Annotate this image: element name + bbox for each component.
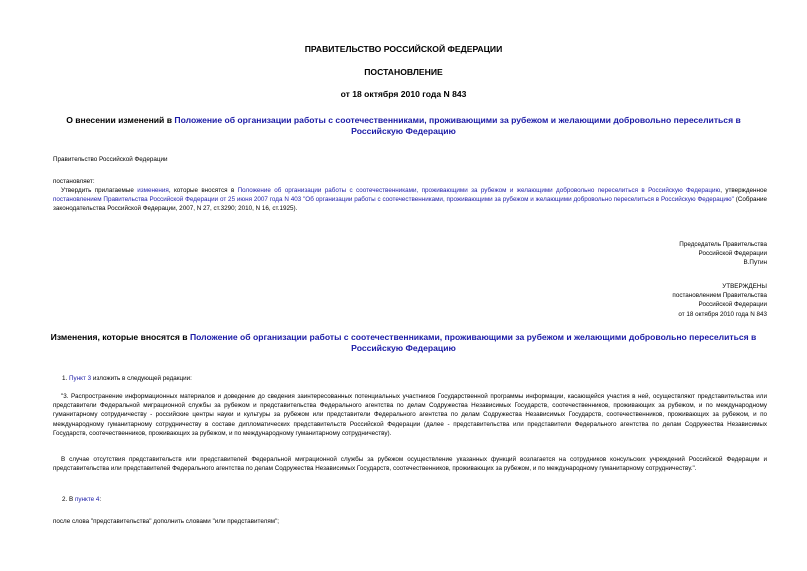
title-prefix: О внесении изменений в [66, 115, 175, 125]
approved-line-2: постановлением Правительства [672, 292, 767, 300]
item-2-link[interactable]: пункте 4 [74, 496, 100, 503]
approved-line-4: от 18 октября 2010 года N 843 [678, 310, 767, 318]
approved-line-3: Российской Федерации [698, 301, 767, 309]
preamble-paragraph [53, 186, 767, 214]
quote-paragraph-2: В случае отсутствия представительств или представителей Федеральной миграционной службы за рубежом осуществление указанных функций возлагается на сотрудников консульских учреждений Российской Федерации и представительства или представителей Федерального агентства по делам Содружества Независимых Государств, соотечественников, проживающих за рубежом, и по международному гуманитарному сотрудничеству.". [53, 456, 767, 473]
signature-line-3: В.Путин [743, 259, 767, 267]
doc-type-heading: ПОСТАНОВЛЕНИЕ [364, 67, 443, 77]
p1-text-a: Утвердить прилагаемые [61, 187, 138, 194]
approved-line-1: УТВЕРЖДЕНЫ [722, 283, 767, 290]
signature-block [547, 240, 767, 268]
changes-link[interactable]: изменения [137, 187, 169, 194]
preamble-government: Правительство Российской Федерации [53, 156, 168, 163]
changes-title-prefix: Изменения, которые вносятся в [50, 332, 190, 342]
preamble-decides: постановляет: [53, 178, 95, 185]
p1-text-d: (Собрание законодательства Российской Федерации, 2007, N 27, ст.3290; 2010, N 16, ст.1925). [53, 196, 767, 213]
item-2-colon: : [99, 496, 102, 503]
item-2-number: 2. В [62, 496, 75, 503]
resolution-link[interactable]: постановлением Правительства Российской Федерации от 25 июня 2007 года N 403 "Об организации работы с соотечественниками, проживающими за рубежом и желающими добровольно переселиться в Российскую Федерацию" [53, 196, 734, 204]
signature-line-2: Российской Федерации [698, 250, 767, 258]
p1-text-c: , утвержденное [720, 187, 767, 194]
item-1-number: 1. [62, 375, 70, 382]
regulation-link[interactable]: Положение об организации работы с соотечественниками, проживающими за рубежом и желающими добровольно переселиться в Российскую Федерацию [237, 187, 721, 194]
item-1 [62, 374, 462, 383]
government-heading: ПРАВИТЕЛЬСТВО РОССИЙСКОЙ ФЕДЕРАЦИИ [304, 44, 503, 54]
changes-title [50, 332, 757, 354]
item-1-link[interactable]: Пункт 3 [69, 375, 92, 382]
item-2-text: после слова "представительства" дополнить словами "или представителям"; [53, 518, 280, 525]
title-link[interactable]: Положение об организации работы с соотечественниками, проживающими за рубежом и желающими добровольно переселиться в Российскую Федерацию [174, 115, 741, 136]
date-number-heading: от 18 октября 2010 года N 843 [340, 89, 467, 99]
item-1-text: изложить в следующей редакции: [91, 375, 192, 382]
p1-text-b: , которые вносятся в [168, 187, 238, 194]
signature-line-1: Председатель Правительства [679, 241, 767, 248]
item-2 [62, 495, 462, 504]
changes-title-link[interactable]: Положение об организации работы с соотечественниками, проживающими за рубежом и желающими добровольно переселиться в Российскую Федерацию [189, 332, 757, 353]
approved-block [547, 282, 767, 319]
quote-paragraph-1: "3. Распространение информационных материалов и доведение до сведения заинтересованных потенциальных участников Государственной программы информации, касающейся участия в ней, осуществляют представительства или представители Федеральной миграционной службы за рубежом и представительства Федерального агентства по делам Содружества Независимых Государств, соотечественников, проживающих за рубежом, и по международному гуманитарному сотрудничеству - российские центры науки и культуры за рубежом или представители Федерального агентства по делам Содружества Независимых Государств, соотечественников, проживающих за рубежом, и по международному гуманитарному сотрудничеству в составе дипломатических представительств Российской Федерации (далее - представительства или представители Федерального агентства по делам Содружества Независимых Государств, соотечественников, проживающих за рубежом, и по международному гуманитарному сотрудничеству). [53, 393, 767, 437]
document-title [50, 115, 757, 137]
